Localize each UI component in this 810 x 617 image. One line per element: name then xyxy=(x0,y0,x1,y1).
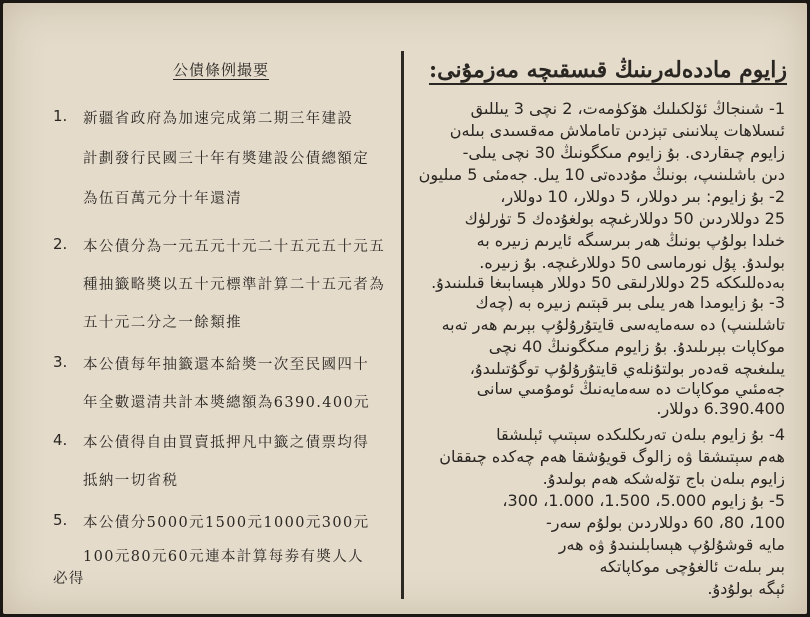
clause-line: 必得 xyxy=(53,571,85,587)
uyghur-line: 1- شىنجاڭ ئۆلكىلىك ھۆكۈمەت، 2 نچى 3 يىللىق xyxy=(470,99,785,118)
uyghur-line: بولىدۇ. پۇل نورماسى 50 دوللارغىچە. بۇ زىيرە. xyxy=(479,253,785,272)
clause-number: 2. xyxy=(53,235,68,253)
clause-line: 本公債每年抽籤還本給奬一次至民國四十 xyxy=(83,357,370,373)
column-divider xyxy=(401,51,404,599)
uyghur-line: ئېگە بولۇدۇ. xyxy=(707,579,785,598)
uyghur-line: جەمئىي موكاپات دە سەمايەنىڭ ئومۇمىي سانى xyxy=(476,379,785,398)
uyghur-line: 100، 80، 60 دوللاردىن بولۇم سەر- xyxy=(545,513,785,532)
uyghur-line: 25 دوللاردىن 50 دوللارغىچە بولغۇدەك 5 تۈرلۈك xyxy=(464,209,785,228)
clause-line: 五十元二分之一餘類推 xyxy=(83,315,242,331)
clause-line: 為伍百萬元分十年還清 xyxy=(83,191,242,207)
clause-line: 100元80元60元連本計算每劵有奬人人 xyxy=(83,549,365,565)
uyghur-summary-title: زايوم ماددەلەرىنىڭ قىسقىچە مەزمۇنى: xyxy=(429,57,787,83)
clause-line: 年全數還清共計本奬總額為6390.400元 xyxy=(83,395,371,411)
clause-line: 本公債分5000元1500元1000元300元 xyxy=(83,515,370,531)
uyghur-line: 3- بۇ زايومدا ھەر يىلى بىر قېتىم زىيرە بە (چەك xyxy=(475,293,785,312)
uyghur-line: 2- بۇ زايوم: بىر دوللار، 5 دوللار، 10 دوللار، xyxy=(500,187,785,206)
uyghur-line: ھەم سېتىشقا ۋە زالوگ قويۇشقا ھەم چەكدە چىققان xyxy=(439,447,785,466)
uyghur-line: موكاپات بېرىلىدۇ. بۇ زايوم مىكگونىڭ 40 نچى xyxy=(488,337,785,356)
clause-line: 種抽籤略奬以五十元標準計算二十五元者為 xyxy=(83,277,386,293)
uyghur-line: بىر بىلەت ئالغۇچى موكاپاتكە xyxy=(599,557,785,576)
uyghur-summary-column xyxy=(405,3,807,614)
clause-line: 新疆省政府為加速完成第二期三年建設 xyxy=(83,111,354,127)
clause-number: 3. xyxy=(53,353,68,371)
uyghur-line: تاشلىنىپ) دە سەمايەسى قايتۇرۇلۇپ بېرىم ھەر تەبە xyxy=(441,315,785,334)
clause-number: 4. xyxy=(53,431,68,449)
chinese-summary-column xyxy=(3,3,401,614)
uyghur-line: خىلدا بولۇپ بونىڭ ھەر بىرسىگە ئايرىم زىيرە بە xyxy=(476,231,785,250)
uyghur-line: زايوم بىلەن باج تۆلەشكە ھەم بولىدۇ. xyxy=(542,469,785,488)
bond-terms-sheet xyxy=(3,3,807,614)
uyghur-line: زايوم چىقاردى. بۇ زايوم مىكگونىڭ 30 نچى يىلى- xyxy=(462,143,785,162)
clause-number: 5. xyxy=(53,511,68,529)
uyghur-line: دىن باشلىنىپ، بونىڭ مۇددەتى 10 يىل. جەمئى 5 مىليون xyxy=(418,165,785,184)
uyghur-line: 6.390.400 دوللار. xyxy=(656,399,785,418)
clause-line: 計劃發行民國三十年有奬建設公債總額定 xyxy=(83,151,370,167)
chinese-summary-title: 公債條例撮要 xyxy=(173,61,270,79)
clause-line: 本公債得自由買賣抵押凡中籤之債票均得 xyxy=(83,435,370,451)
uyghur-line: مايە قوشۇلۇپ ھېسابلىنىدۇ ۋە ھەر xyxy=(558,535,785,554)
clause-line: 本公債分為一元五元十元二十五元五十元五 xyxy=(83,239,386,255)
clause-line: 抵納一切省税 xyxy=(83,473,179,489)
uyghur-line: يىلىغىچە قەدەر بولتۇنلەي قايتۇرۇلۇپ توگۇتىلىدۇ، xyxy=(469,359,785,378)
uyghur-line: بەدەللىككە 25 دوللارلىقى 50 دوللار ھېسابىغا قىلىنىدۇ. xyxy=(431,273,785,292)
uyghur-line: ئىسلاھات پىلانىنى تېزدىن تاماملاش مەقسىدى بىلەن xyxy=(449,121,785,140)
uyghur-line: 4- بۇ زايوم بىلەن تەرىكلىكدە سېتىپ ئېلىشقا xyxy=(496,425,785,444)
clause-number: 1. xyxy=(53,107,68,125)
uyghur-line: 5- بۇ زايوم 5.000، 1.500، 1.000، 300، xyxy=(502,491,785,510)
